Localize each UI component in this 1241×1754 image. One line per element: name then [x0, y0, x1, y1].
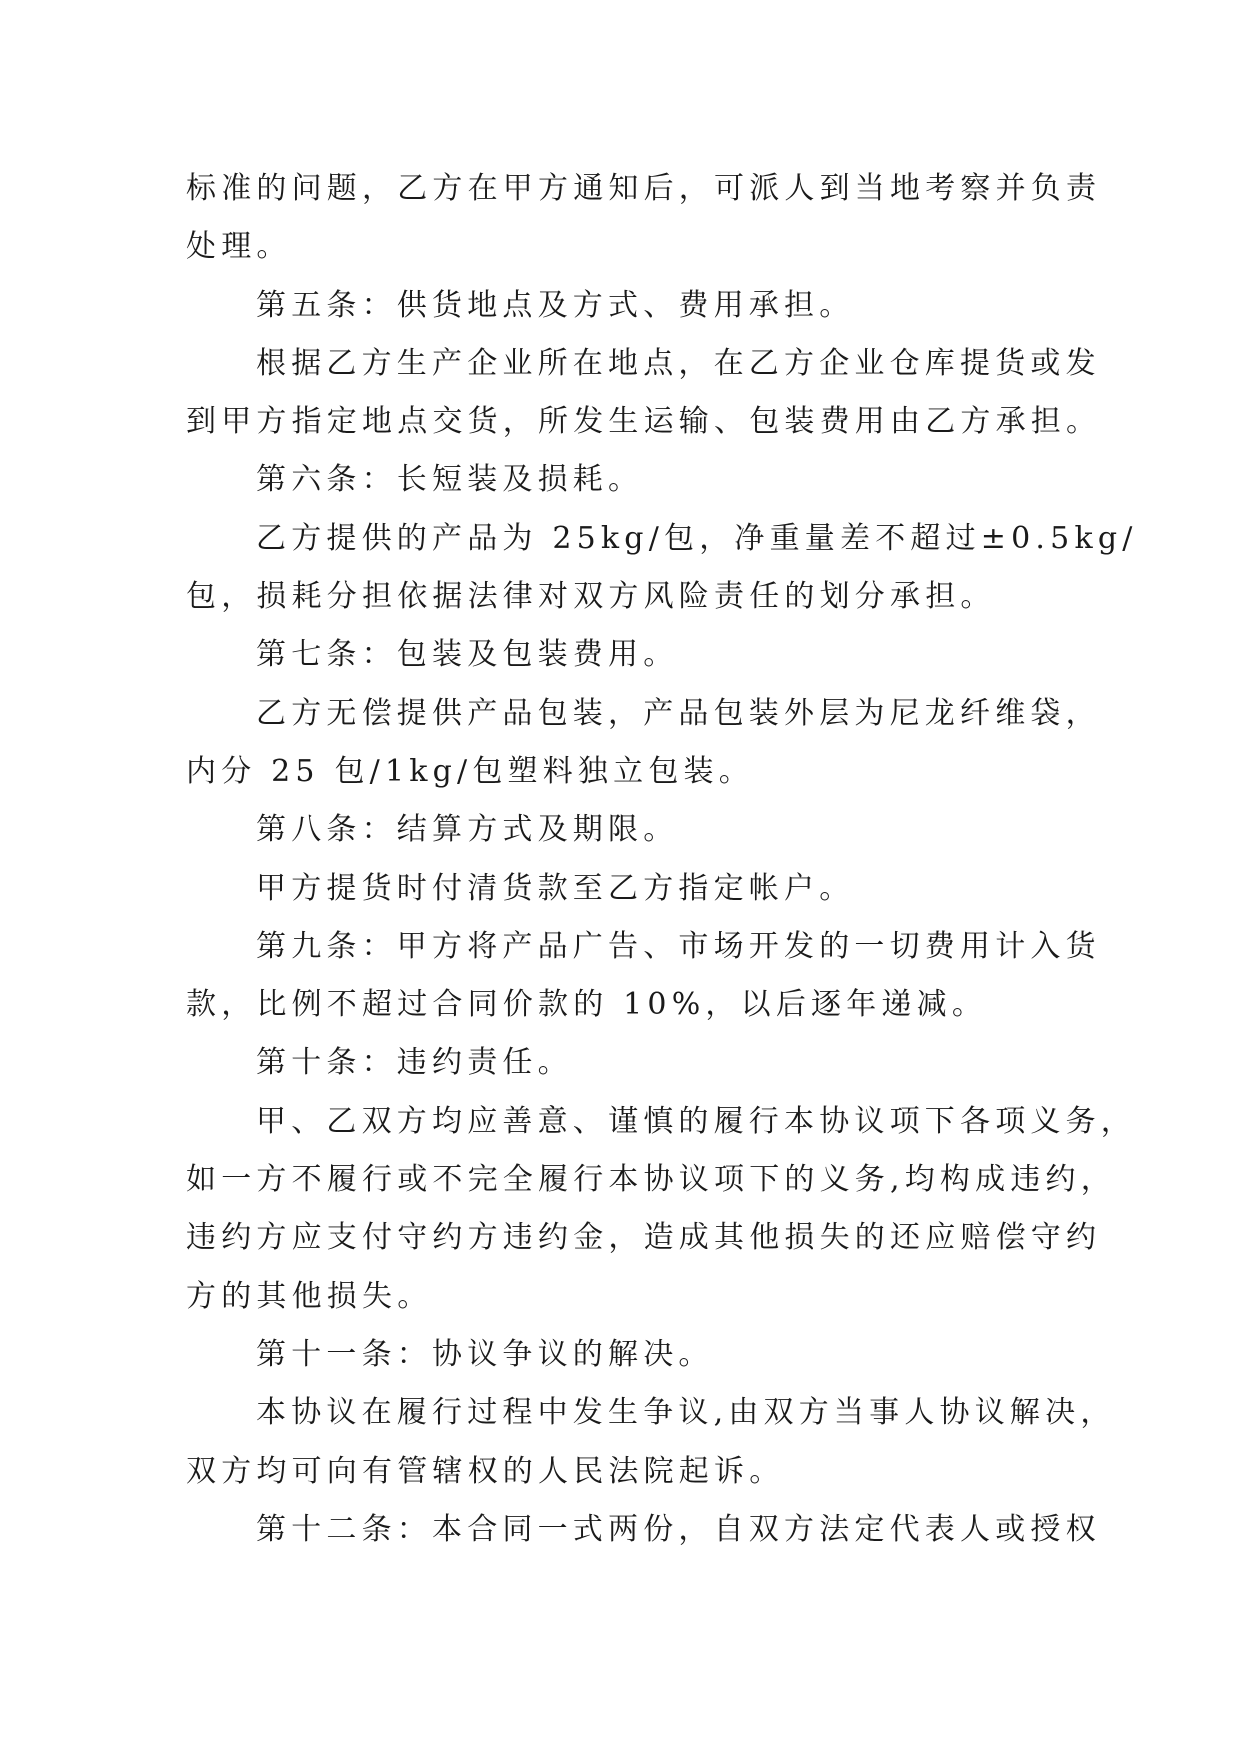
- document-line: 双方均可向有管辖权的人民法院起诉。: [186, 1453, 785, 1489]
- document-line: 如一方不履行或不完全履行本协议项下的义务,均构成违约，: [186, 1162, 1116, 1198]
- document-line: 方的其他损失。: [186, 1278, 433, 1314]
- document-line: 甲方提货时付清货款至乙方指定帐户。: [256, 870, 855, 906]
- document-line: 甲、乙双方均应善意、谨慎的履行本协议项下各项义务，: [256, 1103, 1136, 1139]
- document-line: 第十一条：协议争议的解决。: [256, 1336, 714, 1372]
- document-line: 第九条：甲方将产品广告、市场开发的一切费用计入货: [256, 928, 1101, 964]
- document-line: 内分 25 包/1kg/包塑料独立包装。: [186, 753, 754, 789]
- document-line: 乙方提供的产品为 25kg/包，净重量差不超过±0.5kg/: [256, 520, 1138, 556]
- document-line: 到甲方指定地点交货，所发生运输、包装费用由乙方承担。: [186, 404, 1102, 440]
- document-line: 违约方应支付守约方违约金，造成其他损失的还应赔偿守约: [186, 1220, 1102, 1256]
- document-line: 乙方无偿提供产品包装，产品包装外层为尼龙纤维袋，: [256, 695, 1101, 731]
- document-body: [186, 160, 1138, 1559]
- document-line: 标准的问题，乙方在甲方通知后，可派人到当地考察并负责: [186, 171, 1102, 206]
- document-line: 包，损耗分担依据法律对双方风险责任的划分承担。: [186, 579, 996, 615]
- document-line: 根据乙方生产企业所在地点，在乙方企业仓库提货或发: [256, 345, 1101, 381]
- document-line: 第十条：违约责任。: [256, 1045, 573, 1081]
- document-line: 款，比例不超过合同价款的 10%，以后逐年递减。: [186, 987, 988, 1023]
- document-line: 本协议在履行过程中发生争议,由双方当事人协议解决，: [256, 1395, 1116, 1431]
- document-line: 第七条：包装及包装费用。: [256, 637, 679, 673]
- document-line: 第六条：长短装及损耗。: [256, 462, 644, 498]
- document-line: 处理。: [186, 229, 292, 265]
- document-line: 第十二条：本合同一式两份，自双方法定代表人或授权: [256, 1511, 1101, 1547]
- document-line: 第五条：供货地点及方式、费用承担。: [256, 287, 855, 323]
- document-line: 第八条：结算方式及期限。: [256, 812, 679, 848]
